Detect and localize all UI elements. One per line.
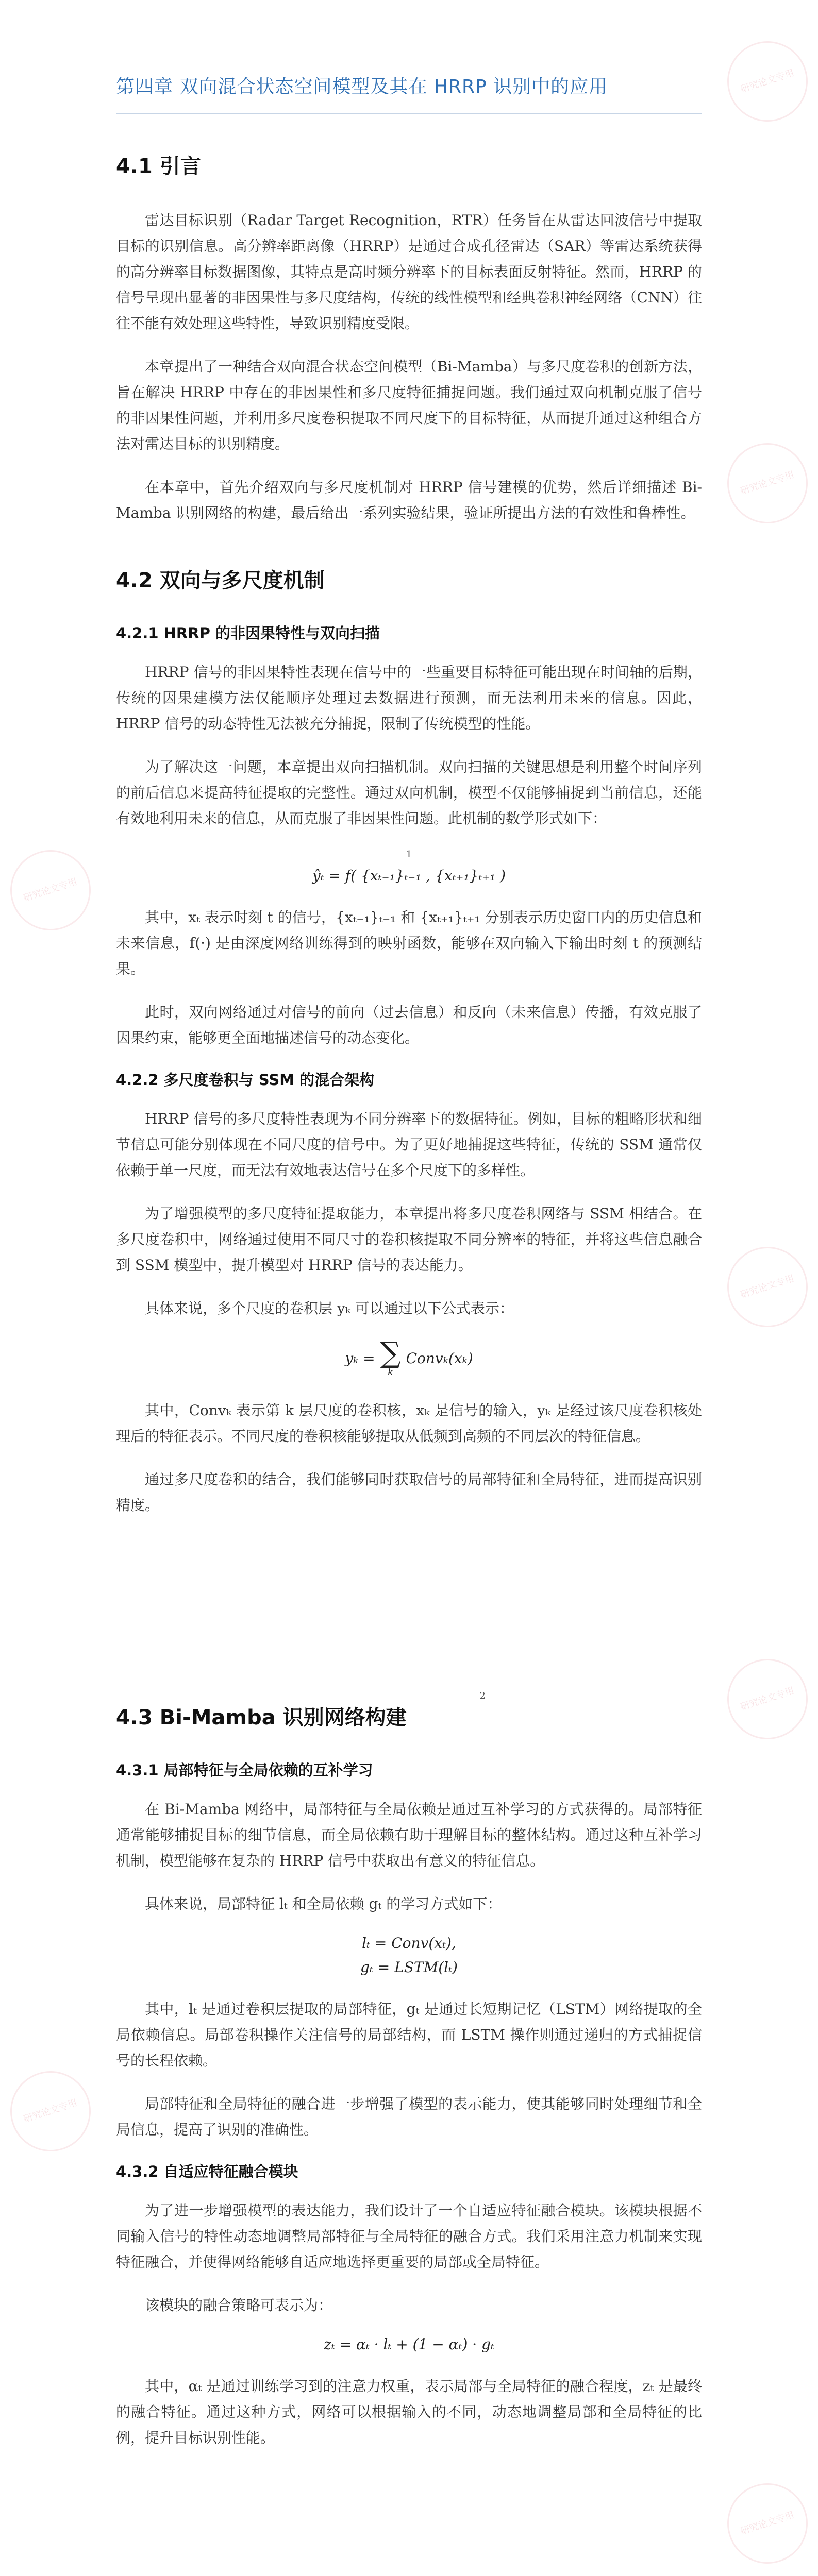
paragraph: 本章提出了一种结合双向混合状态空间模型（Bi-Mamba）与多尺度卷积的创新方法，旨在解决 HRRP 中存在的非因果性和多尺度特征捕捉问题。我们通过双向机制克服了信号的非因果性问题，并利用多尺度卷积提取不同尺度下的目标特征，从而提升通过这种组合方法对雷达目标的识别精度。 xyxy=(116,358,702,452)
section-4-2-title: 4.2 双向与多尺度机制 xyxy=(116,569,325,592)
equation-bidirectional: ŷₜ = f( {xₜ₋₁}ₜ₋₁ , {xₜ₊₁}ₜ₊₁ ) xyxy=(312,867,506,884)
equation-rhs: Convₖ(xₖ) xyxy=(406,1349,473,1367)
watermark-stamp xyxy=(717,433,818,534)
paragraph: 局部特征和全局特征的融合进一步增强了模型的表示能力，使其能够同时处理细节和全局信息，提高了识别的准确性。 xyxy=(116,2095,702,2138)
paragraph: 此时，双向网络通过对信号的前向（过去信息）和反向（未来信息）传播，有效克服了因果约束，能够更全面地描述信号的动态变化。 xyxy=(116,1004,702,1046)
paragraph: 为了进一步增强模型的表达能力，我们设计了一个自适应特征融合模块。该模块根据不同输入信号的特性动态地调整局部特征与全局特征的融合方式。我们采用注意力机制来实现特征融合，并使得网络能够自适应地选择更重要的局部或全局特征。 xyxy=(116,2202,702,2270)
equation-fusion: zₜ = αₜ · lₜ + (1 − αₜ) · gₜ xyxy=(324,2336,494,2353)
paragraph: 在 Bi-Mamba 网络中，局部特征与全局依赖是通过互补学习的方式获得的。局部特征通常能够捕捉目标的细节信息，而全局依赖有助于理解目标的整体结构。通过这种互补学习机制，模型能够在复杂的 HRRP 信号中获取出有意义的特征信息。 xyxy=(116,1801,702,1869)
watermark-text: 研究论文专用 xyxy=(739,67,796,95)
watermark-text: 研究论文专用 xyxy=(739,1273,796,1301)
watermark-stamp xyxy=(717,2473,818,2574)
sigma-glyph: ∑ xyxy=(380,1336,401,1370)
subsection-4-2-1-title: 4.2.1 HRRP 的非因果特性与双向扫描 xyxy=(116,624,380,642)
paragraph: 具体来说，多个尺度的卷积层 yₖ 可以通过以下公式表示： xyxy=(145,1300,514,1317)
watermark-stamp xyxy=(717,31,818,132)
page-number: 1 xyxy=(406,849,412,860)
subsection-4-3-1-title: 4.3.1 局部特征与全局依赖的互补学习 xyxy=(116,1761,373,1779)
summation-symbol xyxy=(380,1336,401,1378)
paragraph: 其中，αₜ 是通过训练学习到的注意力权重，表示局部与全局特征的融合程度，zₜ 是最终的融合特征。通过这种方式，网络可以根据输入的不同，动态地调整局部和全局特征的比例，提升目标识别性能。 xyxy=(116,2378,702,2446)
watermark-stamp xyxy=(0,840,101,941)
equation-multiscale xyxy=(116,1336,702,1378)
paragraph: 其中，xₜ 表示时刻 t 的信号，{xₜ₋₁}ₜ₋₁ 和 {xₜ₊₁}ₜ₊₁ 分别表示历史窗口内的历史信息和未来信息，f(·) 是由深度网络训练得到的映射函数，能够在双向输入下输出时刻 t 的预测结果。 xyxy=(116,909,702,977)
title-divider xyxy=(116,113,702,114)
watermark-stamp xyxy=(717,1236,818,1338)
watermark-text: 研究论文专用 xyxy=(739,1685,796,1713)
paragraph: HRRP 信号的多尺度特性表现为不同分辨率下的数据特征。例如，目标的粗略形状和细节信息可能分别体现在不同尺度的信号中。为了更好地捕捉这些特征，传统的 SSM 通常仅依赖于单一尺度，而无法有效地表达信号在多个尺度下的多样性。 xyxy=(116,1110,702,1179)
watermark-stamp xyxy=(0,2061,101,2162)
paragraph: 为了增强模型的多尺度特征提取能力，本章提出将多尺度卷积网络与 SSM 相结合。在多尺度卷积中，网络通过使用不同尺寸的卷积核提取不同分辨率的特征，并将这些信息融合到 SSM 模型中，提升模型对 HRRP 信号的表达能力。 xyxy=(116,1205,702,1274)
watermark-text: 研究论文专用 xyxy=(739,469,796,497)
watermark-text: 研究论文专用 xyxy=(22,876,79,904)
watermark-text: 研究论文专用 xyxy=(22,2097,79,2125)
subsection-4-3-2-title: 4.3.2 自适应特征融合模块 xyxy=(116,2163,298,2180)
chapter-title: 第四章 双向混合状态空间模型及其在 HRRP 识别中的应用 xyxy=(116,76,608,97)
summation-index: k xyxy=(388,1367,394,1378)
watermark-text: 研究论文专用 xyxy=(739,2509,796,2537)
equation-local-feature: lₜ = Conv(xₜ), xyxy=(362,1935,456,1952)
paragraph: 该模块的融合策略可表示为： xyxy=(145,2297,333,2314)
paragraph: HRRP 信号的非因果特性表现在信号中的一些重要目标特征可能出现在时间轴的后期，传统的因果建模方法仅能顺序处理过去数据进行预测，而无法利用未来的信息。因此，HRRP 信号的动态特性无法被充分捕捉，限制了传统模型的性能。 xyxy=(116,664,702,732)
equation-global-dependency: gₜ = LSTM(lₜ) xyxy=(360,1959,458,1976)
paragraph: 具体来说，局部特征 lₜ 和全局依赖 gₜ 的学习方式如下： xyxy=(145,1895,502,1912)
page-number: 2 xyxy=(479,1690,486,1701)
document-body xyxy=(116,62,702,2576)
section-4-1-title: 4.1 引言 xyxy=(116,155,201,178)
paragraph: 在本章中，首先介绍双向与多尺度机制对 HRRP 信号建模的优势，然后详细描述 Bi-Mamba 识别网络的构建，最后给出一系列实验结果，验证所提出方法的有效性和鲁棒性。 xyxy=(116,479,702,521)
watermark-stamp xyxy=(717,1649,818,1750)
subsection-4-2-2-title: 4.2.2 多尺度卷积与 SSM 的混合架构 xyxy=(116,1071,375,1089)
paragraph: 其中，Convₖ 表示第 k 层尺度的卷积核，xₖ 是信号的输入，yₖ 是经过该尺度卷积核处理后的特征表示。不同尺度的卷积核能够提取从低频到高频的不同层次的特征信息。 xyxy=(116,1402,702,1445)
equation-lhs: yₖ = xyxy=(345,1349,375,1367)
paragraph: 雷达目标识别（Radar Target Recognition，RTR）任务旨在从雷达回波信号中提取目标的识别信息。高分辨率距离像（HRRP）是通过合成孔径雷达（SAR）等雷达系统获得的高分辨率目标数据图像，其特点是高时频分辨率下的目标表面反射特征。然而，HRRP 的信号呈现出显著的非因果性与多尺度结构，传统的线性模型和经典卷积神经网络（CNN）往往不能有效处理这些特性，导致识别精度受限。 xyxy=(116,212,702,332)
paragraph: 为了解决这一问题，本章提出双向扫描机制。双向扫描的关键思想是利用整个时间序列的前后信息来提高特征提取的完整性。通过双向机制，模型不仅能够捕捉到当前信息，还能有效地利用未来的信息，从而克服了非因果性问题。此机制的数学形式如下： xyxy=(116,758,702,827)
section-4-3-title: 4.3 Bi-Mamba 识别网络构建 xyxy=(116,1706,407,1730)
paragraph: 其中，lₜ 是通过卷积层提取的局部特征，gₜ 是通过长短期记忆（LSTM）网络提取的全局依赖信息。局部卷积操作关注信号的局部结构，而 LSTM 操作则通过递归的方式捕捉信号的长程依赖。 xyxy=(116,2001,702,2069)
paragraph: 通过多尺度卷积的结合，我们能够同时获取信号的局部特征和全局特征，进而提高识别精度。 xyxy=(116,1471,702,1514)
